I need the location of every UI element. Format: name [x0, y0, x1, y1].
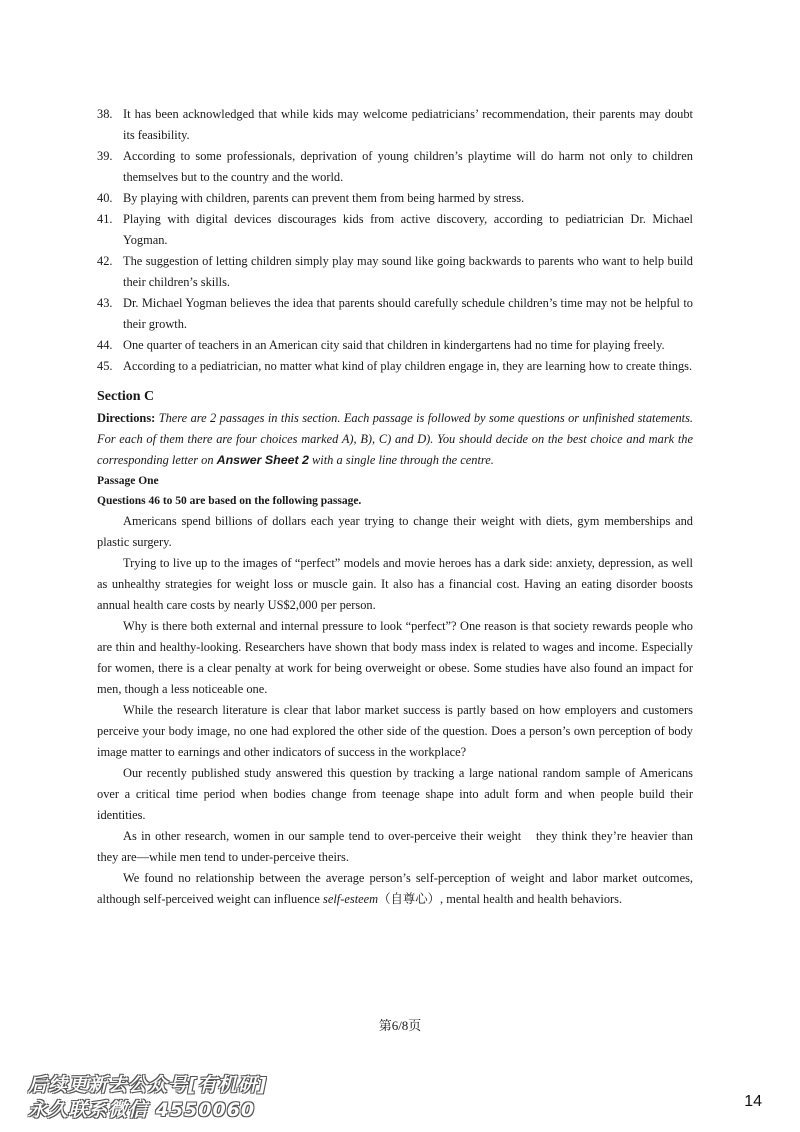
statement-text: Dr. Michael Yogman believes the idea that parents should carefully schedule children’s time may not be helpful to their growth.: [123, 296, 693, 331]
statement-item: [97, 356, 693, 377]
statement-item: [97, 251, 693, 293]
directions-text-2: with a single line through the centre.: [308, 453, 494, 467]
statement-number: 40.: [97, 191, 113, 205]
statement-list: [97, 104, 693, 377]
statement-number: 41.: [97, 212, 113, 226]
passage-paragraph: Americans spend billions of dollars each year trying to change their weight with diets, gym memberships and plastic surgery.: [97, 514, 693, 549]
statement-text: According to some professionals, deprivation of young children’s playtime will do harm not only to children themselves but to the country and the world.: [123, 149, 693, 184]
statement-item: [97, 209, 693, 251]
passage-paragraph: As in other research, women in our sample tend to over-perceive their weight they think they’re heavier than they are—while men tend to under-perceive theirs.: [97, 829, 693, 864]
passage-paragraph-last: [97, 868, 693, 910]
statement-number: 42.: [97, 254, 113, 268]
page-footer: 第6/8页: [378, 1018, 422, 1033]
statement-text: It has been acknowledged that while kids may welcome pediatricians’ recommendation, their parents may doubt its feasibility.: [123, 107, 693, 142]
statement-text: According to a pediatrician, no matter what kind of play children engage in, they are learning how to create things.: [123, 359, 693, 373]
statement-number: 43.: [97, 296, 113, 310]
passage-title: Passage One: [97, 475, 159, 487]
statement-number: 39.: [97, 149, 113, 163]
watermark: [28, 1073, 267, 1123]
page-number: 14: [744, 1093, 762, 1110]
passage-paragraph: Why is there both external and internal pressure to look “perfect”? One reason is that society rewards people who are thin and healthy-looking. Researchers have shown that body mass index is related to wages and income. Especially for women, there is a clear penalty at work for being overweight or obese. Some studies have also found an impact for men, though a less noticeable one.: [97, 619, 693, 696]
page-content: [97, 104, 693, 910]
last-paragraph-before: We found no relationship between the average person’s self-perception of weight and labor market outcomes, although self-perceived weight can influence: [97, 871, 693, 906]
answer-sheet-label: Answer Sheet 2: [216, 453, 309, 467]
directions-label: Directions:: [97, 411, 156, 425]
statement-item: [97, 146, 693, 188]
passage-paragraph: While the research literature is clear that labor market success is partly based on how employers and customers perceive your body image, no one had explored the other side of the question. Does a person’s own perception of body image matter to earnings and other indicators of success in the workplace?: [97, 703, 693, 759]
statement-text: One quarter of teachers in an American city said that children in kindergartens had no time for playing freely.: [123, 338, 665, 352]
statement-item: [97, 335, 693, 356]
statement-number: 45.: [97, 359, 113, 373]
self-esteem-term: self-esteem: [323, 892, 379, 906]
statement-item: [97, 293, 693, 335]
last-paragraph-after: （自尊心）, mental health and health behaviors.: [378, 892, 623, 906]
statement-number: 44.: [97, 338, 113, 352]
directions-text-1: There are 2 passages in this section. Each passage is followed by some questions or unfinished statements. For each of them there are four choices marked A), B), C) and D). You should decide on the best choice and mark the corresponding letter on: [97, 411, 693, 467]
directions: [97, 408, 693, 471]
statement-text: The suggestion of letting children simply play may sound like going backwards to parents who want to help build their children’s skills.: [123, 254, 693, 289]
passage-paragraph: Trying to live up to the images of “perfect” models and movie heroes has a dark side: anxiety, depression, as well as unhealthy strategies for weight loss or muscle gain. It also has a financial cost. Having an eating disorder boosts annual health care costs by nearly US$2,000 per person.: [97, 556, 693, 612]
watermark-line-1: 后续更新去公众号[有机研]: [28, 1074, 268, 1096]
watermark-line-2: 永久联系微信 4550060: [28, 1099, 256, 1121]
passage-paragraph: Our recently published study answered this question by tracking a large national random sample of Americans over a critical time period when bodies change from teenage shape into adult form and when people build their identities.: [97, 766, 693, 822]
statement-text: By playing with children, parents can prevent them from being harmed by stress.: [123, 191, 525, 205]
section-title: Section C: [97, 389, 155, 404]
statement-item: [97, 188, 693, 209]
statement-number: 38.: [97, 107, 113, 121]
questions-line: Questions 46 to 50 are based on the following passage.: [97, 495, 362, 507]
statement-text: Playing with digital devices discourages kids from active discovery, according to pediatrician Dr. Michael Yogman.: [123, 212, 693, 247]
statement-item: [97, 104, 693, 146]
